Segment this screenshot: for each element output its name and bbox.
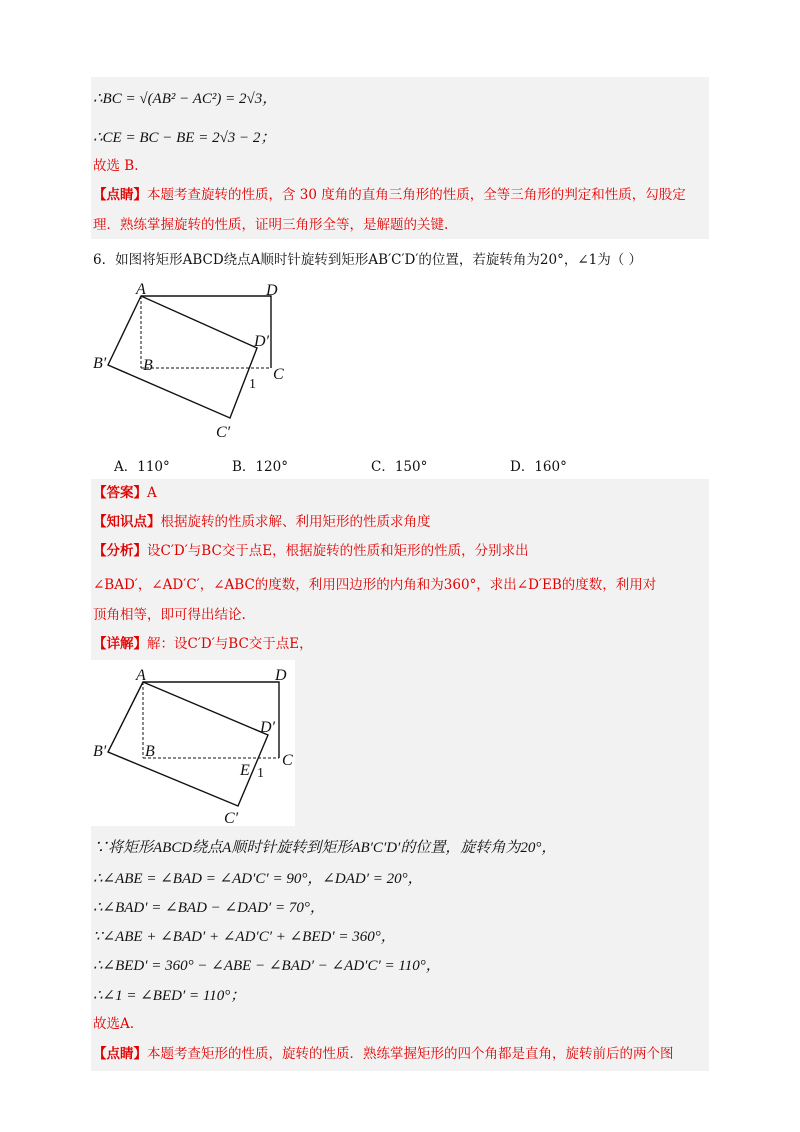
label-B-prime-2: B′ — [93, 743, 107, 760]
option-a[interactable]: A．110° — [114, 459, 170, 475]
figure-rotated-rectangle — [90, 282, 300, 442]
knowledge-point-text: 根据旋转的性质求解、利用矩形的性质求角度 — [160, 514, 431, 530]
label-E-2: E — [240, 762, 250, 779]
knowledge-point-tag: 【知识点】 — [93, 514, 161, 530]
label-D: D — [266, 282, 278, 299]
prev-line-1: ∴BC = √(AB² − AC²) = 2√3， — [93, 91, 278, 107]
prev-line-2: ∴CE = BC − BE = 2√3 − 2； — [93, 130, 276, 146]
label-1: 1 — [249, 377, 256, 392]
option-d[interactable]: D．160° — [510, 459, 567, 475]
answer-tag: 【答案】 — [93, 485, 147, 501]
solution-step-1: ∵将矩形ABCD绕点A顺时针旋转到矩形AB′C′D′的位置，旋转角为20°， — [93, 840, 557, 856]
label-C-prime-2: C′ — [224, 810, 239, 826]
label-D-2: D — [275, 667, 287, 684]
solution-step-6: ∴∠1 = ∠BED′ = 110°； — [93, 988, 246, 1004]
dianjing-text: 本题考查旋转的性质，含 30 度角的直角三角形的性质，全等三角形的判定和性质，勾股定 — [147, 187, 686, 203]
answer-value: A — [147, 485, 157, 501]
solution-step-5: ∴∠BED′ = 360° − ∠ABE − ∠BAD′ − ∠AD′C′ = 110°， — [93, 958, 441, 974]
analysis-tag: 【分析】 — [93, 543, 147, 559]
solution-step-2: ∴∠ABE = ∠BAD = ∠AD′C′ = 90°，∠DAD′ = 20°， — [93, 871, 423, 887]
label-A-2: A — [136, 667, 146, 684]
label-B-2: B — [145, 743, 155, 760]
label-A: A — [136, 282, 146, 298]
solution-dianjing-text: 本题考查矩形的性质，旋转的性质．熟练掌握矩形的四个角都是直角，旋转前后的两个图 — [147, 1046, 674, 1062]
label-D-prime: D′ — [254, 333, 270, 350]
prev-dianjing-2: 理．熟练掌握旋转的性质，证明三角形全等，是解题的关键. — [93, 217, 449, 233]
label-D-prime-2: D′ — [260, 719, 276, 736]
question-text: 6．如图将矩形ABCD绕点A顺时针旋转到矩形AB′C′D′的位置，若旋转角为20°，∠1为（ ） — [93, 252, 643, 268]
dianjing-tag: 【点睛】 — [93, 187, 147, 203]
option-c[interactable]: C．150° — [371, 459, 428, 475]
label-B-prime: B′ — [93, 355, 107, 372]
solution-step-7: 故选A. — [93, 1016, 135, 1032]
analysis-line-2: ∠BAD′，∠AD′C′，∠ABC的度数，利用四边形的内角和为360°，求出∠D′EB的度数，利用对 — [93, 577, 657, 593]
detail-line — [93, 635, 313, 653]
solution-step-3: ∴∠BAD′ = ∠BAD − ∠DAD′ = 70°， — [93, 900, 325, 916]
analysis-line-1 — [93, 542, 529, 560]
solution-step-4: ∵∠ABE + ∠BAD′ + ∠AD′C′ + ∠BED′ = 360°， — [93, 929, 396, 945]
analysis-line-3: 顶角相等，即可得出结论. — [93, 607, 246, 623]
prev-dianjing-1 — [93, 186, 686, 204]
label-B: B — [143, 357, 153, 374]
label-C-prime: C′ — [216, 424, 231, 441]
knowledge-point-line — [93, 513, 431, 531]
option-b[interactable]: B．120° — [232, 459, 288, 475]
label-C-2: C — [282, 752, 293, 769]
solution-dianjing-tag: 【点睛】 — [93, 1046, 147, 1062]
answer-line — [93, 484, 157, 502]
label-1-2: 1 — [257, 766, 264, 781]
label-C: C — [273, 366, 284, 383]
detail-text: 解：设C′D′与BC交于点E， — [147, 636, 313, 652]
figure-rotated-rectangle-with-e — [90, 660, 295, 826]
solution-dianjing — [93, 1045, 674, 1063]
detail-tag: 【详解】 — [93, 636, 147, 652]
prev-line-3: 故选 B. — [93, 158, 139, 174]
analysis-text-1: 设C′D′与BC交于点E，根据旋转的性质和矩形的性质，分别求出 — [147, 543, 529, 559]
